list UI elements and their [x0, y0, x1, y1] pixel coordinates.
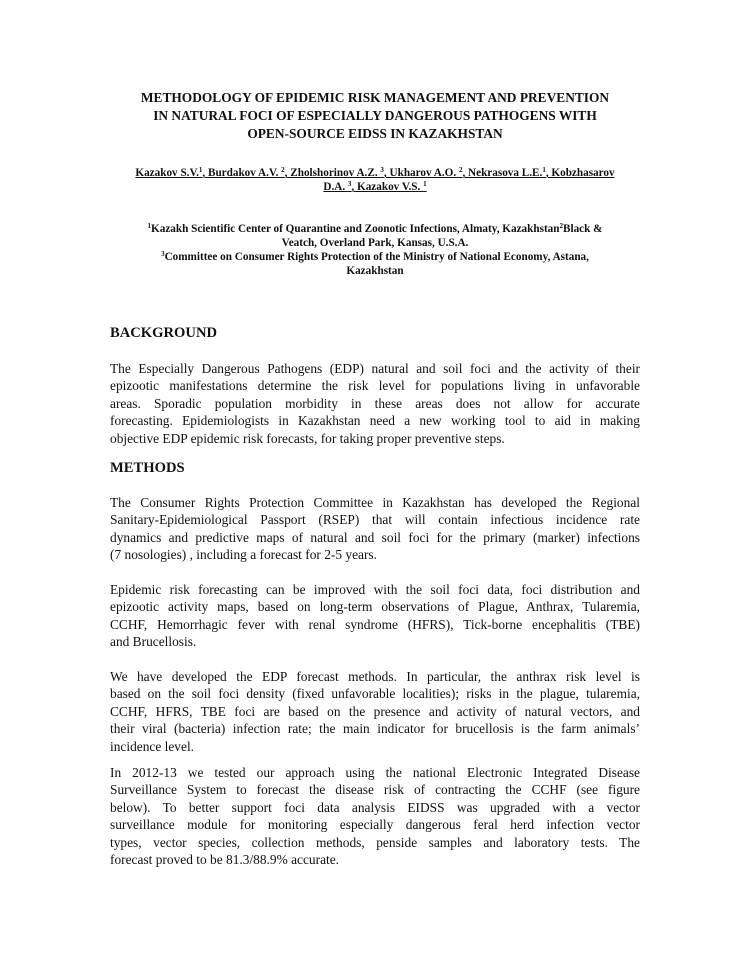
methods-paragraph-1	[110, 494, 640, 564]
text-line: areas. Sporadic population morbidity in these areas does not allow for accurate	[110, 395, 640, 411]
affiliation-index: 1	[542, 166, 546, 174]
text-line: Sanitary-Epidemiological Passport (RSEP) that will contain infectious incidence rate	[110, 512, 640, 528]
author-name: Kazakov S.V.	[135, 167, 199, 179]
text-line: The Consumer Rights Protection Committee in Kazakhstan has developed the Regional	[110, 495, 640, 510]
affiliations	[110, 222, 640, 278]
author-name: , Ukharov A.O.	[383, 167, 457, 179]
affiliation-line	[110, 222, 640, 236]
methods-paragraph-2	[110, 581, 640, 651]
affiliation-line: Kazakhstan	[346, 265, 404, 277]
affiliation-line: Veatch, Overland Park, Kansas, U.S.A.	[281, 237, 469, 249]
text-line: their viral (bacteria) infection rate; the main indicator for brucellosis is the farm animals’	[110, 721, 640, 737]
affiliation-index: 2	[559, 222, 563, 230]
author-name: , Burdakov A.V.	[202, 167, 279, 179]
affiliation-index: 1	[423, 180, 427, 188]
text-line: CCHF, HFRS, TBE foci are based on the presence and activity of natural vectors, and	[110, 703, 640, 719]
background-paragraph	[110, 360, 640, 447]
affiliation-index: 2	[458, 166, 463, 174]
paper-title	[110, 89, 640, 143]
text-line: Epidemic risk forecasting can be improved with the soil foci data, foci distribution and	[110, 582, 640, 597]
affiliation-index: 1	[198, 166, 203, 174]
text-line: In 2012-13 we tested our approach using the national Electronic Integrated Disease	[110, 765, 640, 780]
section-heading-background: BACKGROUND	[110, 325, 218, 341]
author-line	[110, 166, 640, 180]
affiliation-index: 2	[281, 166, 285, 174]
methods-paragraph-3	[110, 668, 640, 755]
text-line: based on the soil foci density (fixed unfavorable localities); risks in the plague, tularemia,	[110, 686, 640, 702]
text-line: below). To better support foci data analysis EIDSS was upgraded with a vector	[110, 799, 640, 815]
text-line: forecast proved to be 81.3/88.9% accurate.	[110, 851, 340, 867]
text-line: epizootic manifestations determine the risk level for populations living in unfavorable	[110, 378, 640, 394]
text-line: CCHF, Hemorrhagic fever with renal syndrome (HFRS), Tick-borne encephalitis (TBE)	[110, 616, 640, 632]
affiliation-index: 3	[347, 180, 352, 188]
author-list	[110, 166, 640, 194]
affiliation-line	[110, 250, 640, 264]
affiliation-text: Kazakh Scientific Center of Quarantine and Zoonotic Infections, Almaty, Kazakhstan	[151, 223, 560, 235]
text-line: surveillance module for monitoring especially dangerous feral herd infection vector	[110, 817, 640, 833]
affiliation-text: Committee on Consumer Rights Protection of the Ministry of National Economy, Astana,	[164, 251, 589, 263]
text-line: The Especially Dangerous Pathogens (EDP) natural and soil foci and the activity of their	[110, 361, 640, 376]
text-line: (7 nosologies) , including a forecast for 2-5 years.	[110, 547, 377, 563]
text-line: epizootic activity maps, based on long-term observations of Plague, Anthrax, Tularemia,	[110, 599, 640, 615]
affiliation-index: 1	[147, 222, 152, 230]
text-line: forecasting. Epidemiologists in Kazakhstan need a new working tool to aid in making	[110, 413, 640, 429]
text-line: We have developed the EDP forecast methods. In particular, the anthrax risk level is	[110, 669, 640, 684]
affiliation-index: 3	[161, 250, 165, 258]
title-line: OPEN-SOURCE EIDSS IN KAZAKHSTAN	[247, 126, 503, 141]
affiliation-text: Black &	[563, 223, 603, 235]
text-line: Surveillance System to forecast the disease risk of contracting the CCHF (see figure	[110, 782, 640, 798]
text-line: types, vector species, collection methods, penside samples and laboratory tests. The	[110, 834, 640, 850]
author-name: , Nekrasova L.E.	[462, 167, 543, 179]
author-line	[110, 180, 640, 194]
text-line: objective EDP epidemic risk forecasts, for taking proper preventive steps.	[110, 430, 505, 446]
author-name: , Zholshorinov A.Z.	[284, 167, 378, 179]
text-line: dynamics and predictive maps of natural and soil foci for the primary (marker) infections	[110, 529, 640, 545]
author-name: , Kazakov V.S.	[351, 181, 421, 193]
section-heading-methods: METHODS	[110, 460, 185, 476]
title-line: IN NATURAL FOCI OF ESPECIALLY DANGEROUS PATHOGENS WITH	[153, 108, 597, 123]
affiliation-index: 3	[380, 166, 384, 174]
author-name: D.A.	[323, 181, 346, 193]
author-name: , Kobzhasarov	[545, 167, 615, 179]
text-line: incidence level.	[110, 738, 195, 754]
title-line: METHODOLOGY OF EPIDEMIC RISK MANAGEMENT AND PREVENTION	[140, 90, 610, 105]
text-line: and Brucellosis.	[110, 634, 197, 650]
methods-paragraph-4	[110, 764, 640, 868]
